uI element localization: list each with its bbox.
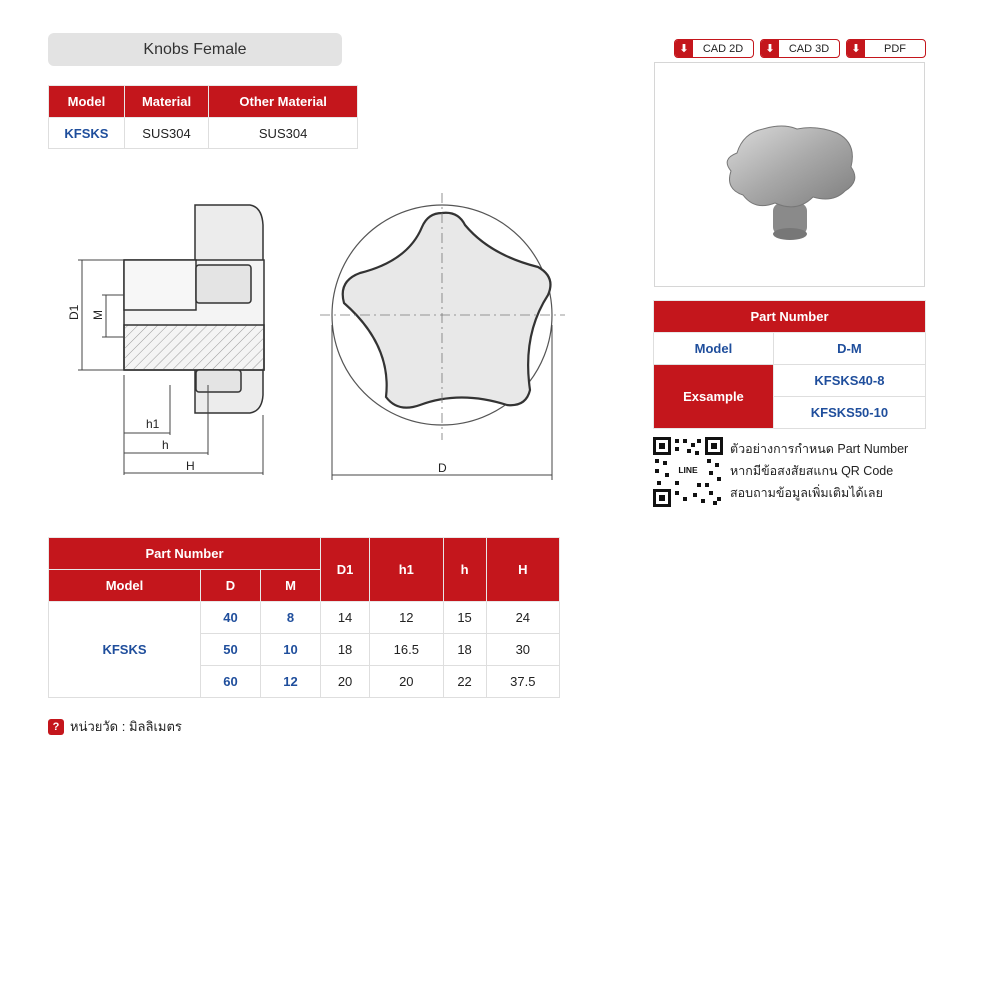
other-material-cell: SUS304	[209, 118, 358, 149]
download-icon: ⬇	[675, 40, 693, 57]
dim-cell-D: 60	[201, 666, 261, 698]
qr-instructions	[730, 438, 908, 504]
cad-3d-button[interactable]	[760, 39, 840, 58]
dim-cell-M: 12	[261, 666, 321, 698]
dim-cell-H: 24	[486, 602, 559, 634]
page-title: Knobs Female	[48, 33, 342, 66]
dim-cell-H: 37.5	[486, 666, 559, 698]
h1-label: h1	[146, 417, 160, 431]
dim-cell-M: 10	[261, 634, 321, 666]
dim-header-h: h	[443, 538, 486, 602]
pdf-label: PDF	[884, 42, 906, 55]
knob-image	[655, 63, 926, 288]
material-header-other: Other Material	[209, 86, 358, 118]
unit-note-text: หน่วยวัด : มิลลิเมตร	[70, 719, 182, 734]
dim-cell-h1: 12	[370, 602, 443, 634]
dim-cell-h1: 20	[370, 666, 443, 698]
dim-cell-D1: 18	[321, 634, 370, 666]
dim-header-model: Model	[49, 570, 201, 602]
front-view	[320, 193, 565, 440]
pn-example-label: Exsample	[654, 365, 774, 429]
pn-model-value: D-M	[773, 333, 925, 365]
D-label: D	[438, 461, 447, 475]
dim-header-M: M	[261, 570, 321, 602]
h-label: h	[162, 438, 169, 452]
pn-example-1: KFSKS40-8	[773, 365, 925, 397]
qr-line-badge: LINE	[678, 465, 698, 475]
dim-header-h1: h1	[370, 538, 443, 602]
download-icon: ⬇	[847, 40, 865, 57]
material-header-material: Material	[124, 86, 208, 118]
dim-cell-M: 8	[261, 602, 321, 634]
technical-drawing	[60, 185, 570, 495]
dim-cell-h: 18	[443, 634, 486, 666]
dim-header-D: D	[201, 570, 261, 602]
material-header-model: Model	[49, 86, 125, 118]
dim-model-cell: KFSKS	[49, 602, 201, 698]
dim-cell-h1: 16.5	[370, 634, 443, 666]
material-model-cell: KFSKS	[49, 118, 125, 149]
material-table	[48, 85, 358, 149]
dim-cell-H: 30	[486, 634, 559, 666]
product-photo	[654, 62, 925, 287]
qr-text-line-3: สอบถามข้อมูลเพิ่มเติมได้เลย	[730, 486, 883, 500]
pn-model-label: Model	[654, 333, 774, 365]
part-number-table	[653, 300, 926, 429]
dim-header-d1: D1	[321, 538, 370, 602]
unit-note	[48, 716, 182, 737]
pn-header: Part Number	[654, 301, 926, 333]
dim-cell-D: 50	[201, 634, 261, 666]
d1-label: D1	[67, 304, 81, 320]
m-label: M	[91, 310, 105, 320]
cad-2d-label: CAD 2D	[702, 42, 744, 55]
pn-example-2: KFSKS50-10	[773, 397, 925, 429]
table-row	[49, 602, 560, 634]
download-icon: ⬇	[761, 40, 779, 57]
material-cell: SUS304	[124, 118, 208, 149]
pdf-button[interactable]	[846, 39, 926, 58]
dim-cell-D1: 20	[321, 666, 370, 698]
line-qr-code[interactable]	[653, 437, 723, 507]
dim-cell-h: 15	[443, 602, 486, 634]
qr-text-line-2: หากมีข้อสงสัยสแกน QR Code	[730, 464, 894, 478]
dim-cell-D: 40	[201, 602, 261, 634]
side-view	[124, 205, 264, 413]
dim-cell-h: 22	[443, 666, 486, 698]
qr-text-line-1: ตัวอย่างการกำหนด Part Number	[730, 442, 909, 456]
dimension-table	[48, 537, 560, 698]
dim-header-H: H	[486, 538, 559, 602]
cad-2d-button[interactable]	[674, 39, 754, 58]
dim-cell-D1: 14	[321, 602, 370, 634]
cad-3d-label: CAD 3D	[788, 42, 830, 55]
H-label: H	[186, 459, 195, 473]
question-icon: ?	[48, 719, 64, 735]
dim-group-header: Part Number	[49, 538, 321, 570]
